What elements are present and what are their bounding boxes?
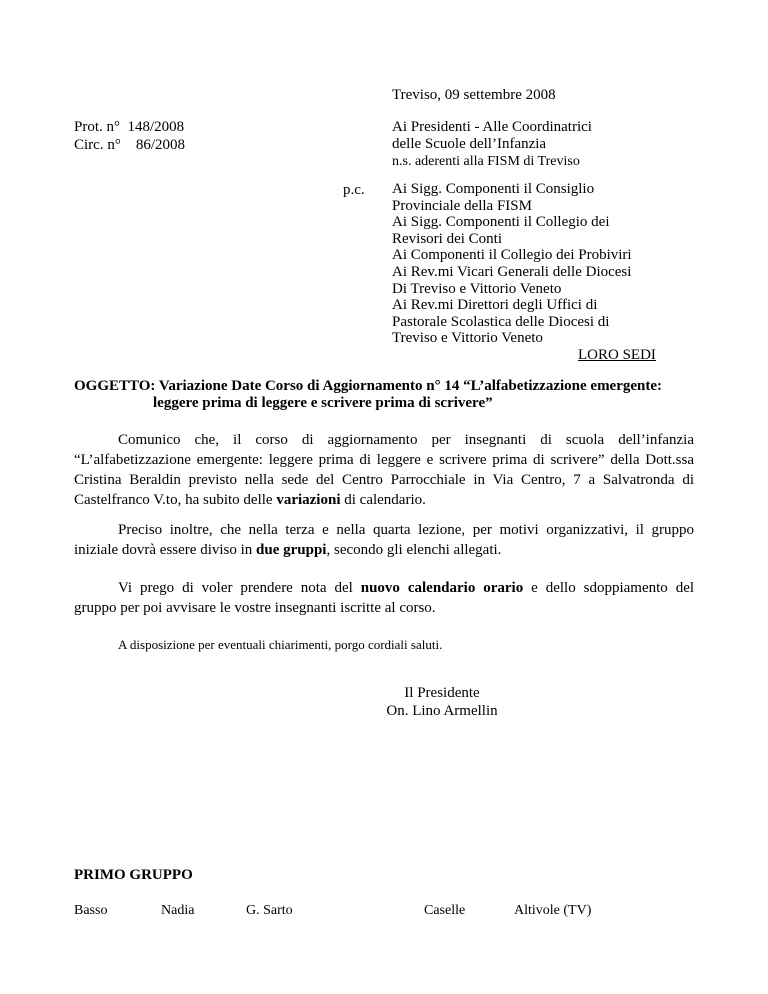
paragraph-line: Comunico che, il corso di aggiornamento per insegnanti di scuola dell’infanzia (118, 432, 694, 448)
loro-sedi: LORO SEDI (578, 347, 656, 363)
cc-line: Ai Rev.mi Direttori degli Uffici di (392, 297, 598, 314)
paragraph-2 (74, 520, 694, 560)
cc-line: Ai Componenti il Collegio dei Probiviri (392, 247, 632, 264)
paragraph-line: “L’alfabetizzazione emergente: leggere prima di leggere e scrivere prima di scrivere” della Dott.ssa (74, 452, 694, 468)
emphasis-calendario: nuovo calendario orario (360, 580, 524, 596)
member-surname: Basso (74, 903, 108, 918)
paragraph-line: iniziale dovrà essere diviso in due gruppi, secondo gli elenchi allegati. (74, 542, 502, 558)
paragraph-line: Cristina Beraldin previsto nella sede del Centro Parrocchiale in Via Centro, 7 a Salvatronda di (74, 472, 694, 488)
paragraph-line: Castelfranco V.to, ha subito delle variazioni di calendario. (74, 492, 426, 508)
cc-line: Ai Rev.mi Vicari Generali delle Diocesi (392, 263, 632, 280)
member-school: G. Sarto (246, 903, 293, 918)
member-city: Altivole (TV) (514, 903, 592, 918)
prot-number: 148/2008 (127, 119, 185, 135)
cc-line: Treviso e Vittorio Veneto (392, 330, 543, 347)
protocol-block (74, 118, 185, 154)
cc-line: Pastorale Scolastica delle Diocesi di (392, 313, 610, 330)
signature-title: Il Presidente (404, 685, 480, 701)
subject-line-2: leggere prima di leggere e scrivere prima di scrivere” (153, 395, 493, 411)
member-name: Nadia (161, 903, 195, 918)
pc-label: p.c. (343, 182, 365, 198)
paragraph-line: Preciso inoltre, che nella terza e nella quarta lezione, per motivi organizzativi, il gruppo (118, 522, 694, 538)
closing-line: A disposizione per eventuali chiarimenti, porgo cordiali saluti. (118, 637, 443, 652)
cc-line: Revisori dei Conti (392, 230, 502, 247)
paragraph-3 (74, 578, 694, 618)
recipient-line: Ai Presidenti - Alle Coordinatrici (392, 119, 592, 135)
member-town: Caselle (424, 903, 466, 918)
emphasis-due-gruppi: due gruppi (256, 542, 327, 558)
cc-line: Di Treviso e Vittorio Veneto (392, 280, 562, 297)
paragraph-1 (74, 430, 694, 510)
cc-block (392, 181, 632, 347)
subject-line-1: OGGETTO: Variazione Date Corso di Aggiornamento n° 14 “L’alfabetizzazione emergente: (74, 378, 663, 394)
cc-line: Ai Sigg. Componenti il Collegio dei (392, 214, 610, 231)
emphasis-variazioni: variazioni (276, 492, 341, 508)
letter-date: Treviso, 09 settembre 2008 (392, 87, 556, 103)
paragraph-line: Vi prego di voler prendere nota del nuovo calendario orario e dello sdoppiamento del (118, 580, 695, 596)
signature-block (372, 684, 512, 720)
signature-name: On. Lino Armellin (386, 703, 498, 719)
prot-label: Prot. n° (74, 119, 121, 135)
cc-line: Provinciale della FISM (392, 197, 532, 214)
recipient-line: n.s. aderenti alla FISM di Treviso (392, 154, 580, 169)
group-title: PRIMO GRUPPO (74, 867, 193, 883)
cc-line: Ai Sigg. Componenti il Consiglio (392, 181, 595, 197)
circ-number: 86/2008 (135, 137, 185, 153)
recipients-block (392, 119, 592, 170)
recipient-line: delle Scuole dell’Infanzia (392, 136, 547, 152)
paragraph-line: gruppo per poi avvisare le vostre insegnanti iscritte al corso. (74, 600, 436, 616)
circ-label: Circ. n° (74, 137, 121, 153)
